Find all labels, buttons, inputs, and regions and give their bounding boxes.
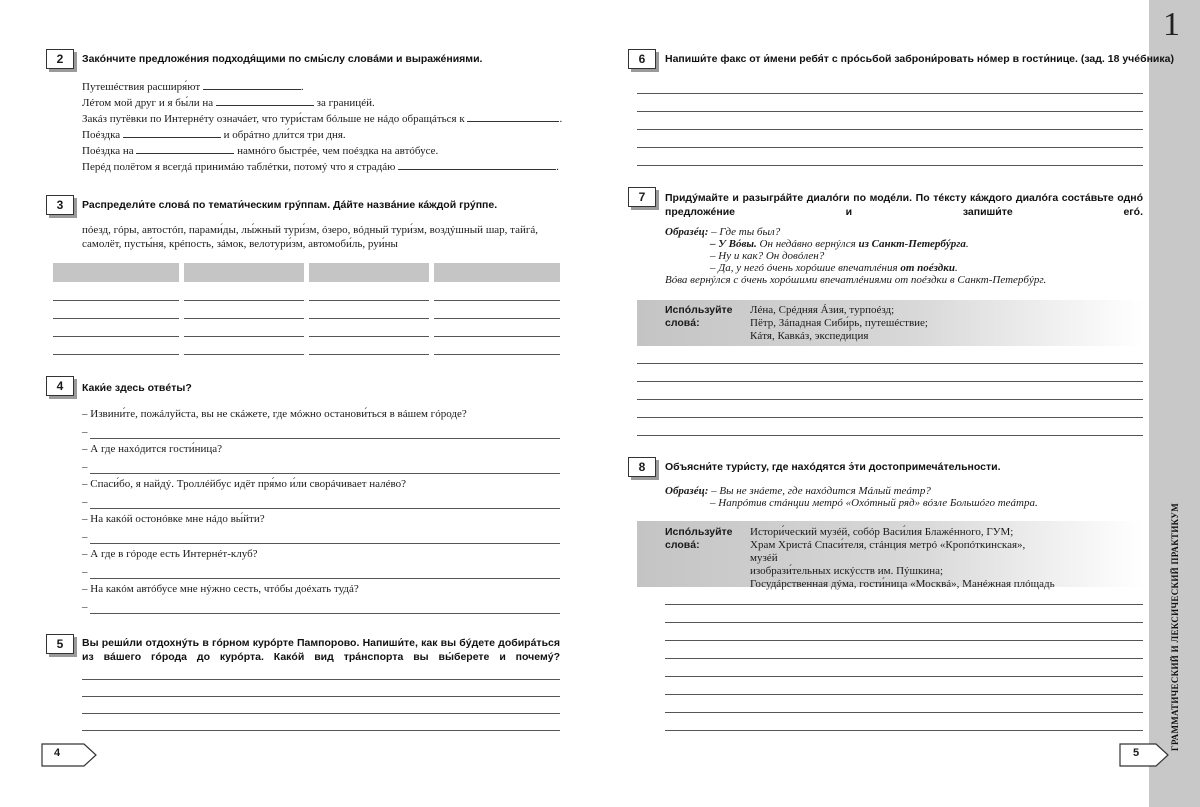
exercise-8-title: Объясни́те тури́сту, где нахóдятся э́ти достопримечáтельности. xyxy=(665,461,1001,473)
ex7-word-3: Кáтя, Кавкáз, экспеди́ция xyxy=(750,330,869,342)
ex3-line[interactable] xyxy=(309,336,429,337)
ex7-line[interactable] xyxy=(637,399,1143,400)
ex2-s3-text: Закáз путёвки по Интернéту означáет, что тури́стам бóльше не нáдо обращáться к xyxy=(82,113,465,125)
ex8-word-list xyxy=(750,526,1055,591)
exercise-3-badge: 3 xyxy=(46,195,74,215)
ex8-word-3: музéй xyxy=(750,552,778,564)
ex2-blank-2[interactable] xyxy=(216,95,314,106)
ex8-line[interactable] xyxy=(665,658,1143,659)
ex2-s4b-text: и обрáтно дли́тся три дня. xyxy=(223,129,346,141)
ex2-sentence-6 xyxy=(82,159,559,175)
ex3-line[interactable] xyxy=(309,354,429,355)
ex7-use-label xyxy=(665,304,733,330)
ex3-line[interactable] xyxy=(53,354,179,355)
exercise-3-title: Распредели́те словá по темати́ческим грýппам. Дáйте назвáние кáждой грýппе. xyxy=(82,199,498,211)
exercise-4-title: Каки́е здесь отвéты? xyxy=(82,382,192,394)
ex4-answer-line-2[interactable] xyxy=(90,473,560,474)
ex8-use-label-1: Испóльзуйте xyxy=(665,526,733,538)
ex3-group-header-2[interactable] xyxy=(184,263,304,282)
ex3-line[interactable] xyxy=(309,318,429,319)
ex7-word-2: Пётр, Зáпадная Сиби́рь, путешéствие; xyxy=(750,317,928,329)
ex4-answer-line-5[interactable] xyxy=(90,578,560,579)
ex3-group-header-1[interactable] xyxy=(53,263,179,282)
ex6-line[interactable] xyxy=(637,129,1143,130)
ex7-d2-mid: Он недáвно вернýлся xyxy=(756,238,859,250)
ex2-sentence-2 xyxy=(82,95,375,111)
ex7-sample-line-3: – Ну и как? Он довóлен? xyxy=(710,250,825,262)
ex7-line[interactable] xyxy=(637,417,1143,418)
ex4-answer-dash: – xyxy=(82,531,88,543)
ex2-blank-4[interactable] xyxy=(123,127,221,138)
ex7-d2-bold2: из Санкт-Петербýрга xyxy=(858,238,966,250)
exercise-6-title: Напиши́те факс от и́мени ребя́т с прóсьбой заброни́ровать нóмер в гости́нице. (зад. 18 учéбника) xyxy=(665,53,1174,65)
ex2-sentence-1 xyxy=(82,79,304,95)
ex4-question-4: – На какóй остонóвке мне нáдо вы́йти? xyxy=(82,513,265,525)
ex2-s6-text: Перéд полётом я всегдá принимáю таблéтки, потомý что я страдáю xyxy=(82,161,396,173)
ex8-line[interactable] xyxy=(665,730,1143,731)
ex4-question-1: – Извини́те, пожáлуйста, вы не скáжете, где мóжно останови́ться в вáшем гóроде? xyxy=(82,408,467,420)
page-number-right: 5 xyxy=(1133,747,1140,759)
ex2-s1-text: Путешéствия расширя́ют xyxy=(82,81,201,93)
exercise-8-badge: 8 xyxy=(628,457,656,477)
ex4-answer-dash: – xyxy=(82,461,88,473)
ex3-line[interactable] xyxy=(53,318,179,319)
ex8-sample-line-1 xyxy=(665,485,931,497)
page-number-left: 4 xyxy=(54,747,61,759)
exercise-7-badge: 7 xyxy=(628,187,656,207)
ex5-line[interactable] xyxy=(82,696,560,697)
ex3-group-header-4[interactable] xyxy=(434,263,560,282)
ex4-answer-dash: – xyxy=(82,426,88,438)
ex5-line[interactable] xyxy=(82,713,560,714)
ex2-blank-5[interactable] xyxy=(136,143,234,154)
page-number-tab-left xyxy=(40,742,98,768)
ex4-answer-line-4[interactable] xyxy=(90,543,560,544)
ex2-s5b-text: намнóго быстрéе, чем поéздка на автóбусе. xyxy=(237,145,439,157)
ex4-answer-line-3[interactable] xyxy=(90,508,560,509)
ex3-word-list: пóезд, гóры, автостóп, парами́ды, лы́жный тури́зм, óзеро, вóдный тури́зм, воздýшный шар, тайгá, самолёт, пусты́ня, крéпость, зáмок, велотури́зм, автомоби́ль, руи́ны xyxy=(82,224,539,250)
ex2-s4a-text: Поéздка xyxy=(82,129,121,141)
ex8-line[interactable] xyxy=(665,712,1143,713)
ex7-d4a: – Да, у негó óчень хорóшие впечатлéния xyxy=(710,262,901,274)
ex8-dialog-1: – Вы не знáете, где нахóдится Мáлый теáтр? xyxy=(711,485,931,497)
ex2-s2a-text: Лéтом мой друг и я бы́ли на xyxy=(82,97,214,109)
ex7-sample-line-1 xyxy=(665,226,780,238)
exercise-4-badge: 4 xyxy=(46,376,74,396)
ex7-sample-line-5: Вóва вернýлся с óчень хорóшими впечатлéниями от поéздки в Санкт-Петербýрг. xyxy=(665,274,1047,286)
ex7-sample-label: Образéц: xyxy=(665,226,709,238)
ex6-line[interactable] xyxy=(637,93,1143,94)
ex2-s3-end: . xyxy=(559,113,563,125)
ex3-line[interactable] xyxy=(184,336,304,337)
ex4-answer-dash: – xyxy=(82,601,88,613)
ex7-use-label-1: Испóльзуйте xyxy=(665,304,733,316)
ex7-word-list xyxy=(750,304,928,343)
exercise-2-badge: 2 xyxy=(46,49,74,69)
ex7-d2-bold: – У Вóвы. xyxy=(710,238,757,250)
ex2-s1-end: . xyxy=(300,81,304,93)
exercise-5-badge: 5 xyxy=(46,634,74,654)
ex8-sample-line-2: – Напрóтив стáнции метрó «Охóтный ряд» вóзле Большóго теáтра. xyxy=(710,497,1038,509)
ex8-line[interactable] xyxy=(665,622,1143,623)
ex7-d4-end: . xyxy=(954,262,958,274)
ex7-use-label-2: словá: xyxy=(665,317,700,329)
ex4-answer-dash: – xyxy=(82,496,88,508)
exercise-7-title: Придýмайте и разыгрáйте диалóги по модéли. По тéксту кáждого диалóга состáвьте однó предложéние и запиши́те егó. xyxy=(665,192,1143,218)
ex7-line[interactable] xyxy=(637,363,1143,364)
ex4-question-2: – А где нахóдится гости́ница? xyxy=(82,443,223,455)
ex7-sample-line-2 xyxy=(710,238,969,250)
ex4-answer-line-1[interactable] xyxy=(90,438,560,439)
ex3-line[interactable] xyxy=(434,336,560,337)
ex6-line[interactable] xyxy=(637,147,1143,148)
ex2-s5a-text: Поéздка на xyxy=(82,145,134,157)
ex2-s6-end: . xyxy=(556,161,559,173)
ex8-word-2: Храм Христá Спаси́теля, стáнция метрó «Кропóткинская», xyxy=(750,539,1026,551)
ex3-line[interactable] xyxy=(53,300,179,301)
ex3-group-header-3[interactable] xyxy=(309,263,429,282)
ex8-word-1: Истори́ческий музéй, собóр Васи́лия Блажéнного, ГУМ; xyxy=(750,526,1014,538)
ex3-line[interactable] xyxy=(434,300,560,301)
exercise-2-title: Закóнчите предложéния подходя́щими по смы́слу словáми и выражéниями. xyxy=(82,53,483,65)
ex2-sentence-4 xyxy=(82,127,346,143)
ex7-d4-bold: от поéздки xyxy=(900,262,955,274)
ex3-line[interactable] xyxy=(53,336,179,337)
ex8-line[interactable] xyxy=(665,604,1143,605)
ex3-line[interactable] xyxy=(434,318,560,319)
ex3-line[interactable] xyxy=(184,354,304,355)
ex8-line[interactable] xyxy=(665,640,1143,641)
ex8-use-label-2: словá: xyxy=(665,539,700,551)
ex6-line[interactable] xyxy=(637,165,1143,166)
ex2-sentence-3 xyxy=(82,111,562,127)
ex4-question-3: – Спаси́бо, я найдý. Троллéйбус идёт пря́мо и́ли сворáчивает налéво? xyxy=(82,478,407,490)
ex4-answer-line-6[interactable] xyxy=(90,613,560,614)
ex7-word-1: Лéна, Срéдняя Áзия, турпоéзд; xyxy=(750,304,895,316)
ex5-line[interactable] xyxy=(82,730,560,731)
ex7-sample-line-4 xyxy=(710,262,958,274)
ex4-question-5: – А где в гóроде есть Интернéт-клуб? xyxy=(82,548,258,560)
ex8-word-5: Госудáрственная дýма, гости́ница «Москвá», Манéжная плóщадь xyxy=(750,578,1055,590)
ex3-line[interactable] xyxy=(184,300,304,301)
ex7-line[interactable] xyxy=(637,435,1143,436)
ex7-d2-end: . xyxy=(965,238,969,250)
ex8-line[interactable] xyxy=(665,676,1143,677)
ex8-sample-label: Образéц: xyxy=(665,485,709,497)
ex7-line[interactable] xyxy=(637,381,1143,382)
sidebar-label: ГРАММАТИЧЕСКИЙ И ЛЕКСИЧЕСКИЙ ПРАКТИКУМ xyxy=(1169,503,1180,752)
ex4-question-6: – На какóм автóбусе мне нýжно сесть, чтóбы доéхать тудá? xyxy=(82,583,359,595)
ex2-blank-3[interactable] xyxy=(467,111,559,122)
ex8-use-label xyxy=(665,526,733,552)
ex8-word-4: изобрази́тельных искýсств им. Пýшкина; xyxy=(750,565,944,577)
ex7-dialog-1: – Где ты был? xyxy=(711,226,781,238)
ex2-blank-1[interactable] xyxy=(203,79,301,90)
ex5-line[interactable] xyxy=(82,679,560,680)
chapter-number: 1 xyxy=(1163,6,1180,43)
ex3-line[interactable] xyxy=(309,300,429,301)
ex2-sentence-5 xyxy=(82,143,438,159)
ex3-line[interactable] xyxy=(434,354,560,355)
exercise-5-title: Вы реши́ли отдохнýть в гóрном курóрте Пампорово. Напиши́те, как вы бýдете добирáться из вáшего гóрода до курóрта. Какóй вид трáнспорта вы вы́берете и почемý? xyxy=(82,637,560,663)
sidebar-label-wrap xyxy=(1149,503,1200,752)
page-number-tab-right xyxy=(1118,742,1170,768)
exercise-6-badge: 6 xyxy=(628,49,656,69)
ex4-answer-dash: – xyxy=(82,566,88,578)
ex2-s2b-text: за границéй. xyxy=(316,97,375,109)
ex8-line[interactable] xyxy=(665,694,1143,695)
ex2-blank-6[interactable] xyxy=(398,159,556,170)
ex6-line[interactable] xyxy=(637,111,1143,112)
ex3-line[interactable] xyxy=(184,318,304,319)
